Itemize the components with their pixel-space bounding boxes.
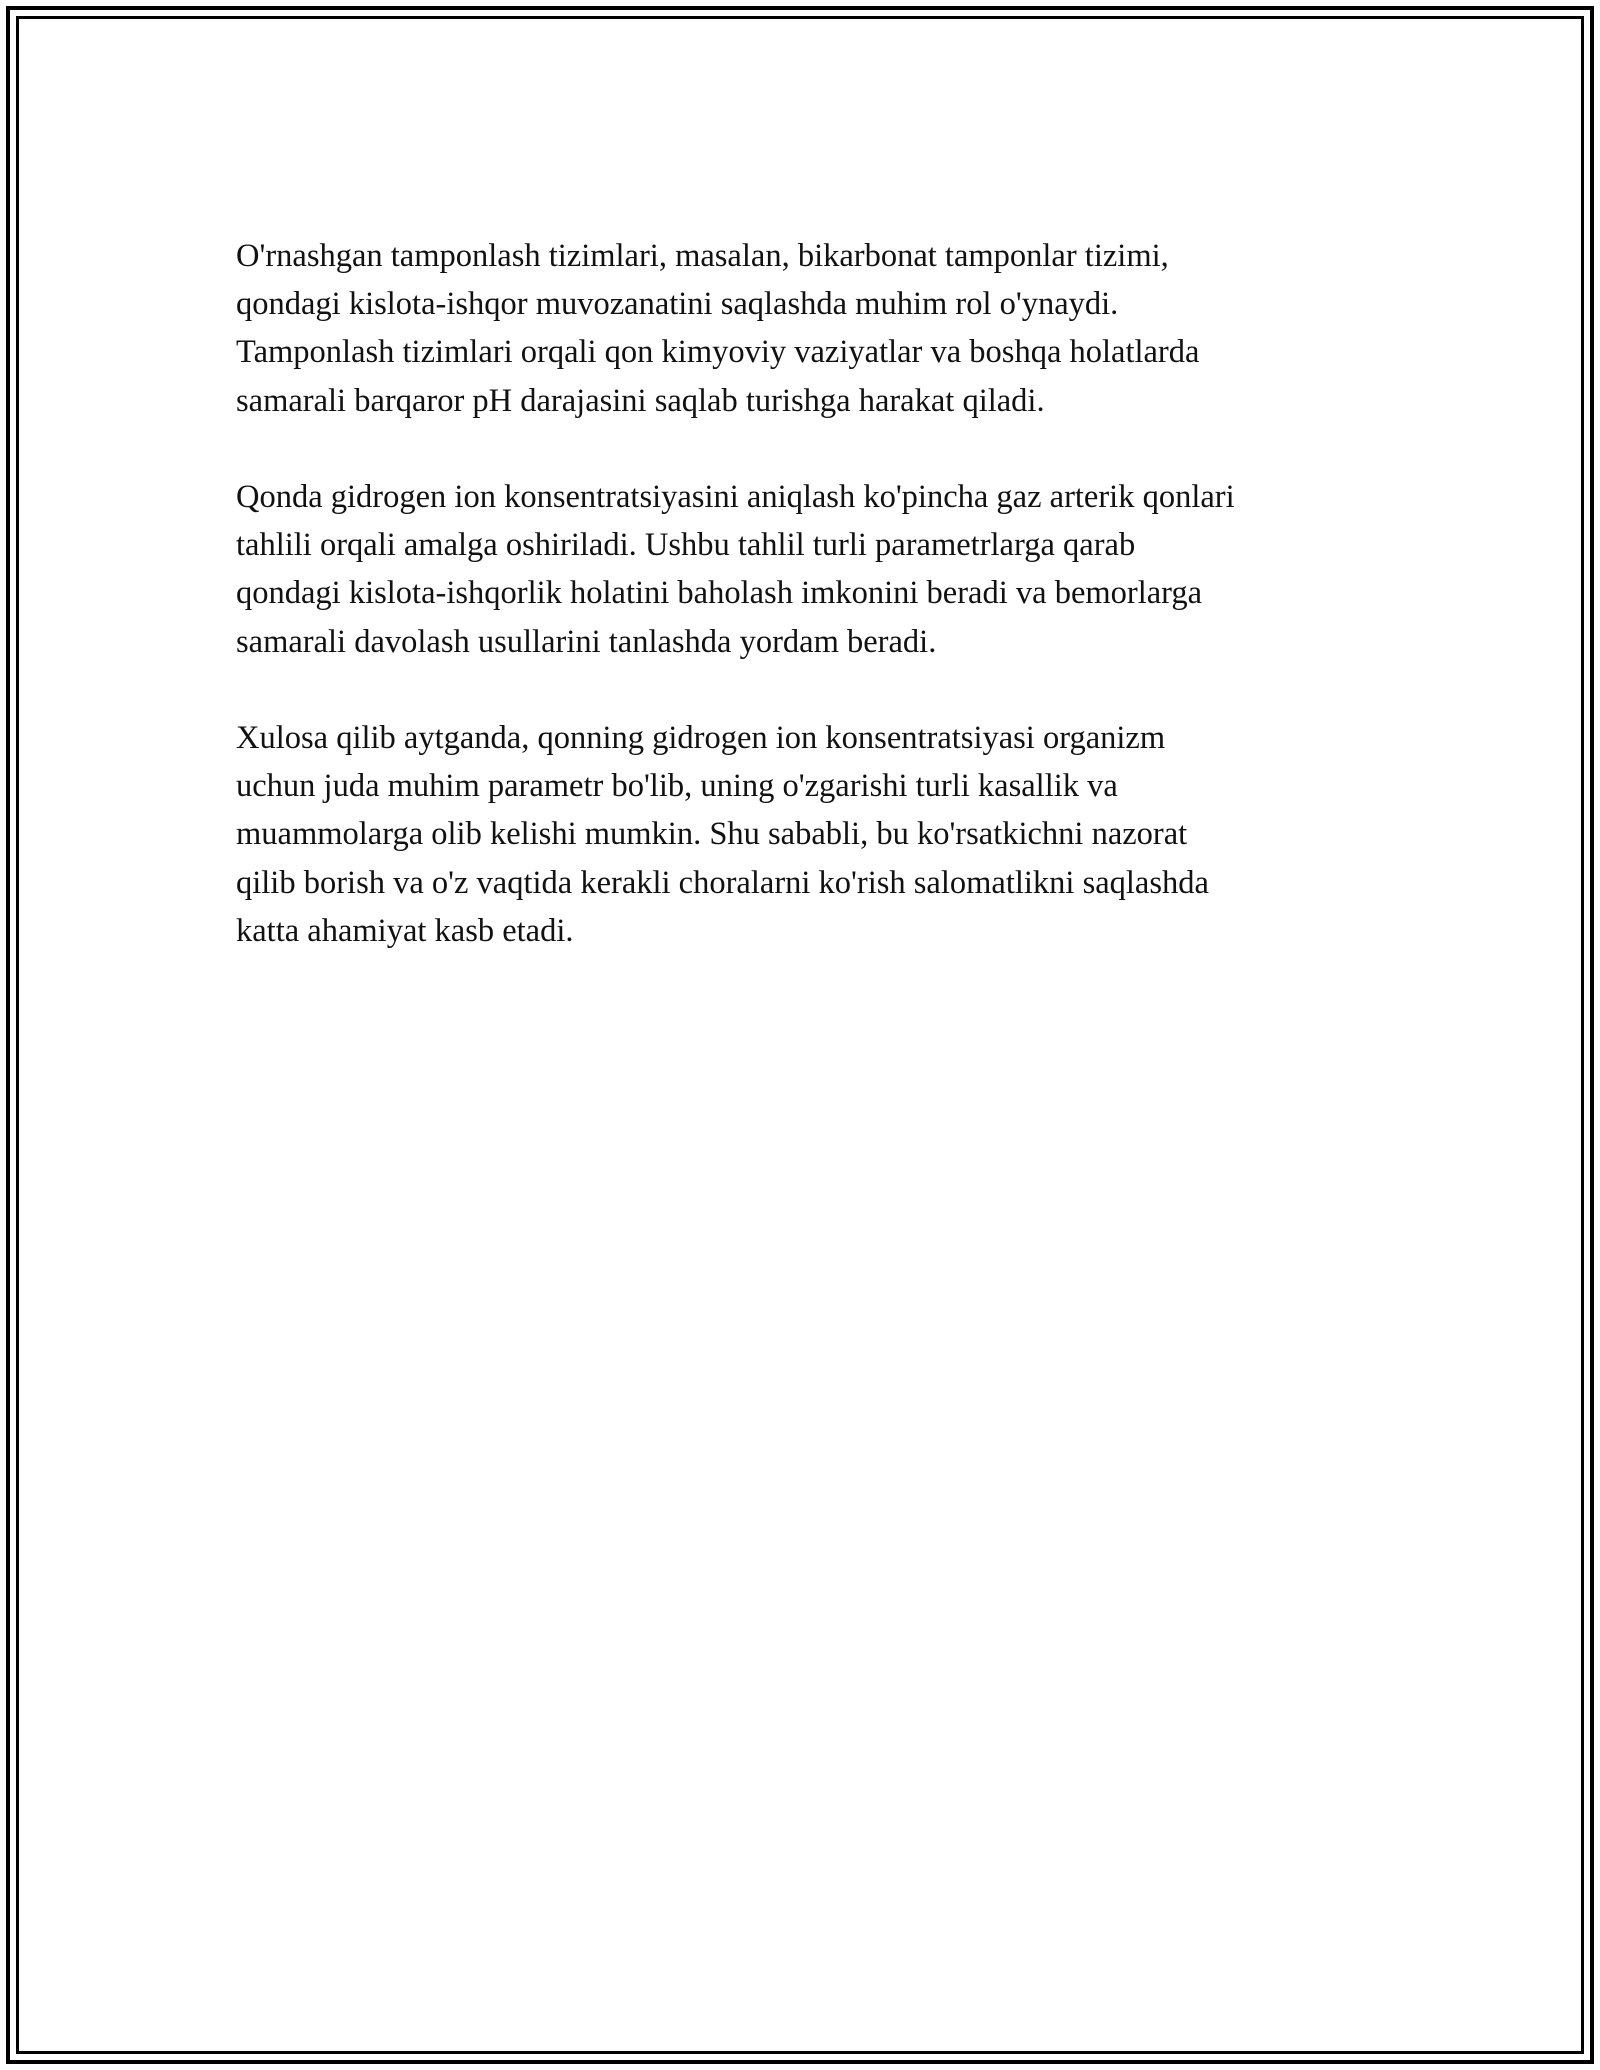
paragraph-2: Qonda gidrogen ion konsentratsiyasini aniqlash ko'pincha gaz arterik qonlari tahlili orqali amalga oshiriladi. Ushbu tahlil turli parametrlarga qarab qondagi kislota-ishqorlik holatini baholash imkonini beradi va bemorlarga samarali davolash usullarini tanlashda yordam beradi.: [236, 479, 1235, 660]
paragraph-3: Xulosa qilib aytganda, qonning gidrogen ion konsentratsiyasi organizm uchun juda muhim parametr bo'lib, uning o'zgarishi turli kasallik va muammolarga olib kelishi mumkin. Shu sababli, bu ko'rsatkichni nazorat qilib borish va o'z vaqtida kerakli choralarni ko'rish salomatlikni saqlashda katta ahamiyat kasb etadi.: [236, 720, 1209, 949]
document-body: [236, 232, 1396, 1003]
paragraph-1: O'rnashgan tamponlash tizimlari, masalan, bikarbonat tamponlar tizimi, qondagi kislota-ishqor muvozanatini saqlashda muhim rol o'ynaydi. Tamponlash tizimlari orqali qon kimyoviy vaziyatlar va boshqa holatlarda samarali barqaror pH darajasini saqlab turishga harakat qiladi.: [236, 238, 1200, 419]
